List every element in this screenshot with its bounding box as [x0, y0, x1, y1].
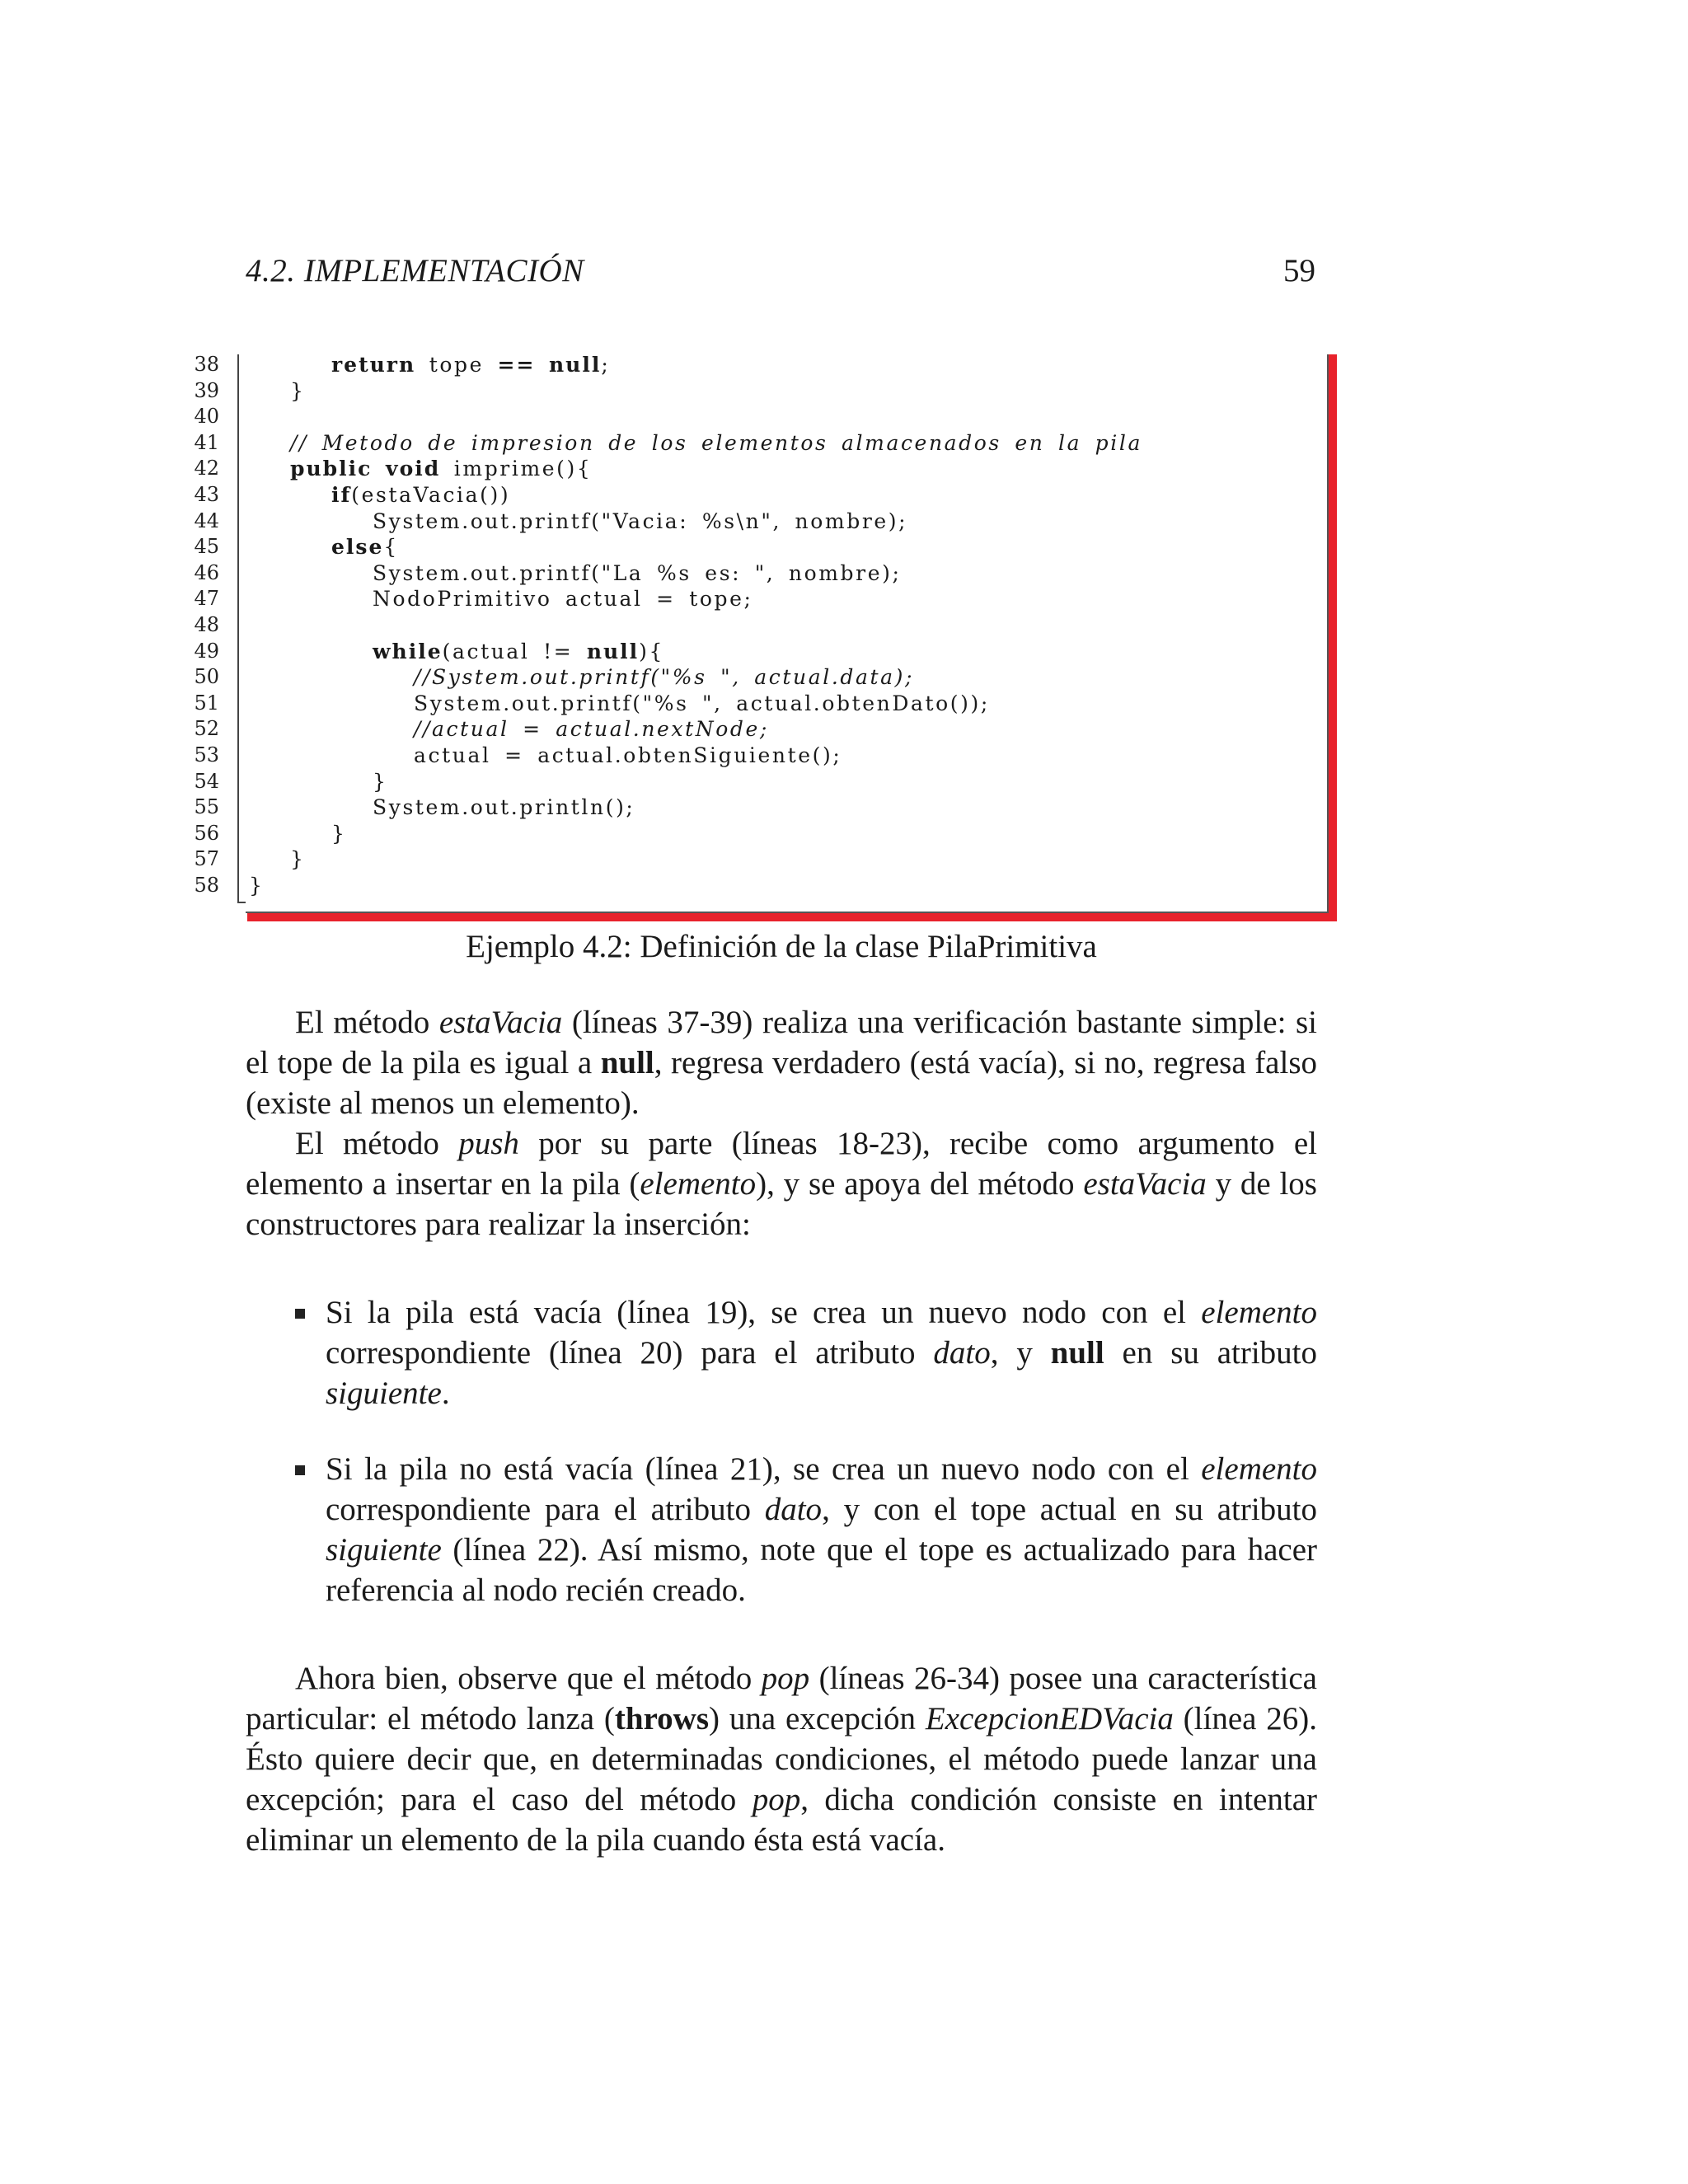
code-token: System.out.printf("Vacia: %s\n", nombre);	[373, 509, 908, 533]
text-run: ) una excepción	[709, 1701, 926, 1736]
text-run: (línea 22). Así mismo, note que el tope es actualizado para hacer referencia al nodo recién creado.	[326, 1532, 1317, 1608]
code-line	[0, 403, 1319, 429]
text-run: ), y se apoya del método	[756, 1166, 1084, 1202]
paragraph-push	[246, 1123, 1317, 1244]
line-number: 52	[194, 717, 219, 741]
code-keyword: null	[586, 639, 640, 663]
code-keyword: while	[373, 639, 443, 663]
line-number-rule-foot	[237, 902, 246, 903]
code-line	[0, 481, 1319, 508]
code-line	[0, 820, 1319, 846]
text-run: Si la pila está vacía (línea 19), se crea un nuevo nodo con el	[326, 1295, 1202, 1330]
line-number: 39	[194, 378, 219, 402]
text-run: correspondiente (línea 20) para el atributo	[326, 1335, 934, 1371]
code-token	[535, 353, 549, 377]
text-run: por su parte (líneas 18-23), recibe como argumento el elemento a insertar en la pila (	[246, 1126, 1317, 1202]
bullet-item-empty-stack	[326, 1292, 1317, 1413]
code-comment: // Metodo de impresion de los elementos almacenados en la pila	[290, 430, 1142, 455]
code-comment: //System.out.printf("%s ", actual.data);	[414, 665, 915, 690]
code-line	[0, 377, 1319, 404]
text-run: , regresa verdadero (está vacía), si no, regresa falso (existe al menos un elemento).	[246, 1045, 1317, 1121]
line-number: 55	[194, 795, 219, 819]
bullet-marker	[295, 1465, 305, 1475]
code-text	[373, 795, 635, 819]
text-run: , y	[990, 1335, 1051, 1371]
line-number: 46	[194, 560, 219, 584]
code-text	[414, 691, 990, 715]
text-run: (líneas 26-34) posee una característica particular: el método lanza (	[246, 1661, 1317, 1736]
code-line	[0, 351, 1319, 377]
code-token: (estaVacia())	[351, 482, 511, 507]
text-run: y de los constructores para realizar la inserción:	[246, 1166, 1317, 1242]
code-line	[0, 846, 1319, 872]
line-number: 40	[194, 405, 219, 429]
paragraph-pop	[246, 1658, 1317, 1860]
code-text	[331, 822, 347, 846]
code-text	[290, 457, 592, 480]
text-run: correspondiente para el atributo	[326, 1492, 765, 1527]
line-number: 58	[194, 873, 219, 897]
code-text	[373, 561, 901, 585]
bold-text: throws	[614, 1701, 710, 1736]
code-token: tope	[415, 353, 498, 377]
emphasis-text: elemento	[640, 1166, 757, 1202]
code-token: imprime(){	[440, 457, 593, 481]
line-number: 51	[194, 691, 219, 715]
code-text	[373, 640, 664, 663]
text-run: (líneas 37-39) realiza una verificación bastante simple: si el tope de la pila es igual a	[246, 1005, 1318, 1080]
line-number: 57	[194, 847, 219, 871]
code-keyword: if	[331, 482, 352, 507]
code-token: }	[373, 769, 388, 794]
code-text	[290, 379, 306, 403]
line-number: 41	[194, 430, 219, 454]
code-token: {	[383, 535, 399, 560]
text-run: El método	[295, 1005, 439, 1040]
code-text	[331, 483, 510, 507]
line-number: 44	[194, 509, 219, 532]
code-text	[414, 743, 842, 767]
code-text	[290, 847, 306, 871]
text-run: El método	[295, 1126, 459, 1161]
code-line	[0, 794, 1319, 820]
bullet-item-nonempty-stack	[326, 1449, 1317, 1610]
line-number: 50	[194, 665, 219, 689]
bold-text: null	[1050, 1335, 1104, 1371]
code-line	[0, 585, 1319, 612]
code-text	[373, 587, 753, 611]
code-text	[373, 509, 907, 533]
code-text	[331, 353, 610, 377]
code-text	[249, 874, 265, 898]
listing-caption: Ejemplo 4.2: Definición de la clase PilaPrimitiva	[466, 929, 1097, 964]
paragraph-estavacia	[246, 1002, 1317, 1123]
line-number: 43	[194, 482, 219, 506]
code-token: }	[331, 821, 347, 846]
emphasis-text: dato	[764, 1492, 823, 1527]
code-lines	[0, 351, 1319, 898]
code-token: NodoPrimitivo actual = tope;	[373, 587, 753, 612]
line-number: 53	[194, 743, 219, 766]
emphasis-text: estaVacia	[1083, 1166, 1207, 1202]
line-number: 47	[194, 587, 219, 611]
line-number: 56	[194, 821, 219, 845]
code-line	[0, 455, 1319, 481]
emphasis-text: elemento	[1201, 1451, 1317, 1487]
code-token: ){	[639, 639, 665, 663]
emphasis-text: elemento	[1201, 1295, 1317, 1330]
line-number: 48	[194, 612, 219, 636]
emphasis-text: ExcepcionEDVacia	[925, 1701, 1174, 1736]
code-keyword: ==	[497, 353, 536, 377]
code-text	[414, 717, 769, 741]
line-number: 49	[194, 639, 219, 663]
code-line	[0, 560, 1319, 586]
code-keyword: null	[549, 353, 602, 377]
emphasis-text: siguiente	[326, 1532, 442, 1568]
text-run: Ahora bien, observe que el método	[295, 1661, 762, 1696]
emphasis-text: dato	[933, 1335, 991, 1371]
emphasis-text: pop	[761, 1661, 810, 1696]
code-keyword: public void	[290, 457, 441, 481]
code-keyword: else	[331, 535, 384, 560]
bold-text: null	[600, 1045, 654, 1080]
code-keyword: return	[331, 353, 416, 377]
code-line	[0, 508, 1319, 534]
code-line	[0, 690, 1319, 716]
code-line	[0, 742, 1319, 768]
code-token: (actual !=	[442, 639, 587, 663]
code-line	[0, 663, 1319, 690]
line-number: 42	[194, 457, 219, 480]
text-run: .	[441, 1376, 450, 1411]
emphasis-text: estaVacia	[438, 1005, 563, 1040]
code-token: }	[249, 873, 265, 898]
page-number: 59	[1283, 253, 1315, 288]
code-line	[0, 533, 1319, 560]
line-number: 45	[194, 535, 219, 559]
code-text	[373, 770, 388, 794]
line-number: 38	[194, 353, 219, 376]
line-number: 54	[194, 769, 219, 793]
code-token: }	[290, 847, 306, 872]
text-run: , dicha condición consiste en intentar eliminar un elemento de la pila cuando ésta está vacía.	[246, 1782, 1317, 1858]
code-text	[331, 535, 399, 559]
code-text	[290, 431, 1142, 455]
code-line	[0, 638, 1319, 664]
code-token: System.out.printf("La %s es: ", nombre);	[373, 560, 902, 585]
code-text	[414, 665, 914, 689]
code-line	[0, 768, 1319, 794]
emphasis-text: push	[458, 1126, 519, 1161]
code-line	[0, 612, 1319, 638]
code-comment: //actual = actual.nextNode;	[414, 717, 769, 742]
code-line	[0, 429, 1319, 456]
emphasis-text: pop	[752, 1782, 801, 1817]
text-run: , y con el tope actual en su atributo	[822, 1492, 1317, 1527]
running-head-section: 4.2. IMPLEMENTACIÓN	[246, 253, 584, 288]
code-token: System.out.println();	[373, 795, 635, 820]
code-token: actual = actual.obtenSiguiente();	[414, 743, 842, 767]
emphasis-text: siguiente	[326, 1376, 442, 1411]
code-token: }	[290, 378, 306, 403]
code-token: System.out.printf("%s ", actual.obtenDato());	[414, 691, 990, 715]
bullet-marker	[295, 1309, 305, 1319]
code-line	[0, 715, 1319, 742]
code-line	[0, 872, 1319, 898]
code-token: ;	[601, 353, 611, 377]
text-run: (línea 26). Ésto quiere decir que, en determinadas condiciones, el método puede lanzar una excepción; para el caso del método	[246, 1701, 1317, 1817]
text-run: en su atributo	[1104, 1335, 1318, 1371]
text-run: Si la pila no está vacía (línea 21), se crea un nuevo nodo con el	[326, 1451, 1202, 1487]
